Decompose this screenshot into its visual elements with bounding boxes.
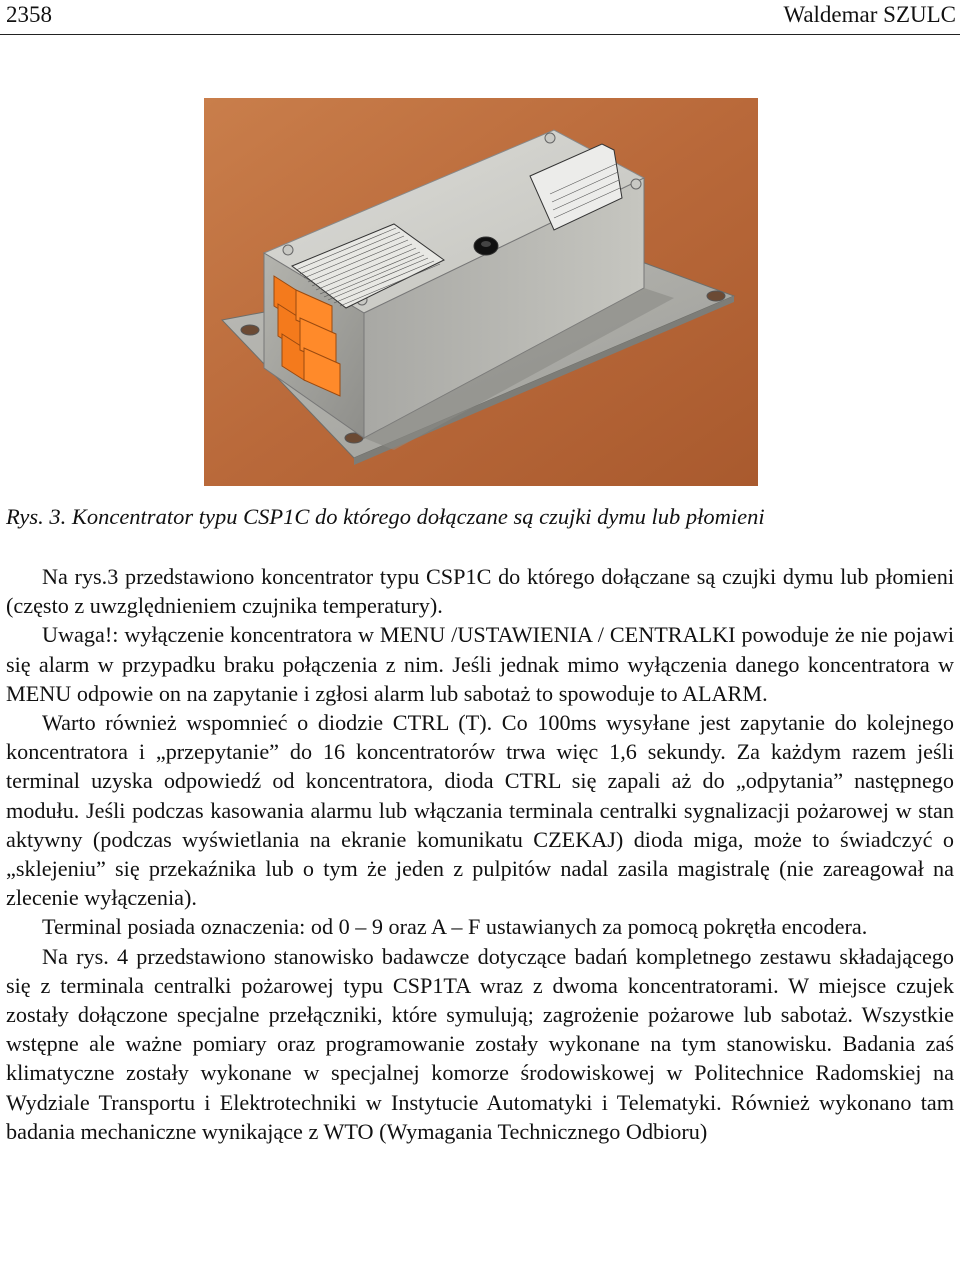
screw — [545, 133, 555, 143]
paragraph: Na rys.3 przedstawiono koncentrator typu CSP1C do którego dołączane są czujki dymu lub płomieni (często z uwzględnieniem czujnika temperatury). — [6, 564, 954, 619]
figure-caption: Rys. 3. Koncentrator typu CSP1C do którego dołączane są czujki dymu lub płomieni — [6, 504, 765, 529]
paragraph: Warto również wspomnieć o diodzie CTRL (T). Co 100ms wysyłane jest zapytanie do kolejnego koncentratora i „przepytanie” do 16 koncentratorów trwa więc 1,6 sekundy. Za każdym razem jeśli terminal uzyska odpowiedź od koncentratora, dioda CTRL się zapali aż do „odpytania” następnego modułu. Jeśli podczas kasowania alarmu lub włączania terminala centralki sygnalizacji pożarowej w stan aktywny (podczas wyświetlania na ekranie komunikatu CZEKAJ) dioda miga, może to świadczyć o „sklejeniu” się przekaźnika lub o tym że jeden z pulpitów nadal zasila magistralę (nie zareagował na zlecenie wyłączenia). — [6, 710, 954, 911]
device-photo — [204, 98, 758, 486]
page-header — [0, 0, 960, 35]
mounting-hole — [241, 325, 259, 335]
running-author: Waldemar SZULC — [783, 2, 956, 27]
body-text — [6, 562, 954, 1146]
screw — [631, 179, 641, 189]
mounting-hole — [707, 291, 725, 301]
paragraph: Na rys. 4 przedstawiono stanowisko badawcze dotyczące badań kompletnego zestawu składającego się z terminala centralki pożarowej typu CSP1TA wraz z dwoma koncentratorami. W miejsce czujek zostały dołączone specjalne przełączniki, które symulują; zagrożenie pożarowe lub sabotaż. Wszystkie wstępne ale ważne pomiary oraz programowanie zostały wykonane na tym stanowisku. Badania zaś klimatyczne zostały wykonane w specjalnej komorze środowiskowej w Politechnice Radomskiej na Wydziale Transportu i Elektrotechniki w Instytucie Automatyki i Telematyki. Również wykonano tam badania mechaniczne wynikające z WTO (Wymagania Technicznego Odbioru) — [6, 943, 954, 1144]
screw — [283, 245, 293, 255]
paragraph: Uwaga!: wyłączenie koncentratora w MENU /USTAWIENIA / CENTRALKI powoduje że nie pojawi się alarm w przypadku braku połączenia z nim. Jeśli jednak mimo wyłączenia danego koncentratora w MENU odpowie on na zapytanie i zgłosi alarm lub sabotaż to spowoduje to ALARM. — [6, 622, 954, 706]
encoder-knob-top — [481, 241, 491, 247]
page-number: 2358 — [6, 2, 52, 27]
paragraph: Terminal posiada oznaczenia: od 0 – 9 oraz A – F ustawianych za pomocą pokrętła encodera. — [42, 914, 868, 940]
